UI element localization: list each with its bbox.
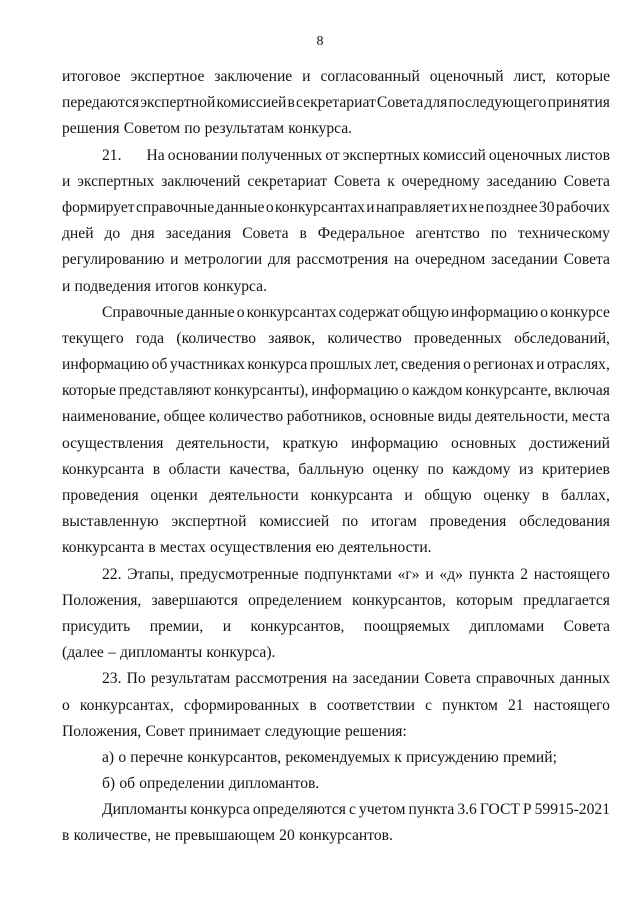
- text-word: «г»: [397, 565, 420, 583]
- text-line: [62, 483, 610, 509]
- text-word: Положения,: [62, 722, 142, 740]
- text-word: работников,: [286, 408, 367, 426]
- text-word: присудить: [62, 617, 131, 635]
- text-word: (далее: [62, 644, 104, 662]
- text-word: поощряемых: [363, 617, 450, 635]
- text-word: б): [102, 775, 116, 793]
- text-word: Совета: [563, 251, 610, 269]
- text-word: Совета: [424, 670, 471, 688]
- text-word: полученных: [241, 146, 323, 164]
- text-word: сведения: [400, 356, 461, 374]
- text-word: настоящего: [533, 565, 610, 583]
- text-line: [62, 221, 610, 247]
- text-word: настоящего: [533, 696, 610, 714]
- text-word: агентство: [415, 225, 480, 243]
- text-line: [62, 666, 610, 692]
- text-word: Совета: [563, 172, 610, 190]
- text-word: баллах,: [560, 487, 610, 504]
- text-line: [62, 64, 610, 90]
- text-word: принятия: [547, 94, 610, 112]
- text-word: отраслях,: [546, 356, 610, 374]
- text-word: регулированию: [62, 251, 165, 269]
- text-word: для: [424, 94, 448, 112]
- text-word: пункта: [408, 801, 455, 819]
- text-word: количество: [327, 329, 402, 347]
- text-word: общую: [424, 487, 472, 504]
- text-word: формирует: [62, 198, 135, 216]
- text-word: лист,: [513, 68, 547, 85]
- text-word: заключений: [161, 172, 241, 190]
- text-word: 20: [279, 827, 295, 845]
- text-line: [62, 431, 610, 457]
- text-word: экспертное: [130, 68, 205, 85]
- text-word: секретариат: [296, 94, 376, 112]
- text-word: проведенных: [414, 329, 502, 347]
- text-word: заключение: [214, 68, 293, 85]
- text-word: осуществления: [62, 434, 164, 452]
- text-word: конкурсанты),: [213, 382, 309, 400]
- text-word: конкурсе: [550, 303, 610, 321]
- text-word: рабочих: [555, 198, 610, 216]
- text-word: участниках: [169, 356, 245, 374]
- text-word: и: [222, 617, 232, 635]
- text-word: в: [309, 696, 317, 714]
- text-word: к: [387, 172, 395, 190]
- text-word: по: [184, 120, 201, 138]
- text-word: принимает: [188, 722, 261, 740]
- text-word: местах: [159, 539, 206, 557]
- text-word: дипломанты: [119, 644, 203, 662]
- text-word: данные: [215, 198, 265, 216]
- text-word: листов: [565, 146, 610, 164]
- text-word: Р: [522, 801, 532, 819]
- text-word: деятельности: [209, 487, 299, 504]
- text-line: [62, 404, 610, 430]
- text-word: ГОСТ: [479, 801, 520, 819]
- text-word: справочных: [475, 670, 556, 688]
- text-word: справочные: [135, 198, 215, 216]
- text-word: общее: [163, 408, 206, 426]
- text-line: [62, 823, 610, 849]
- text-line: [62, 797, 610, 823]
- text-word: конкурсанта: [310, 487, 393, 504]
- text-line: [62, 274, 610, 300]
- text-word: пунктом: [442, 696, 498, 714]
- text-word: метрологии: [184, 251, 263, 269]
- text-word: по: [490, 225, 507, 243]
- text-word: и: [536, 356, 545, 374]
- text-word: направляет: [375, 198, 450, 216]
- text-word: 30: [538, 198, 555, 216]
- text-word: очередном: [414, 251, 486, 269]
- text-word: оценки: [150, 487, 198, 504]
- text-word: и: [62, 172, 71, 190]
- text-word: и: [425, 565, 434, 583]
- text-word: осуществления: [209, 539, 312, 557]
- text-word: места: [571, 408, 610, 426]
- text-line: [62, 588, 610, 614]
- text-word: года: [135, 329, 165, 347]
- text-word: лет,: [374, 356, 399, 374]
- text-word: прошлых: [309, 356, 372, 374]
- text-word: рекомендуемых: [285, 748, 391, 766]
- text-word: достижений: [529, 434, 610, 452]
- text-word: в: [541, 487, 549, 504]
- text-word: балльную: [298, 460, 364, 478]
- text-word: соответствии: [326, 696, 415, 714]
- text-word: в: [299, 225, 307, 243]
- text-word: оценочный: [429, 68, 504, 85]
- text-word: конкурсанте,: [465, 382, 552, 400]
- text-word: конкурсантов,: [250, 617, 345, 635]
- text-word: 21.: [102, 146, 122, 164]
- text-word: информацию: [311, 382, 399, 400]
- text-word: количестве,: [73, 827, 152, 845]
- text-word: определением: [248, 591, 342, 609]
- text-word: конкурсантах: [246, 303, 337, 321]
- text-word: 59915-2021: [534, 801, 610, 819]
- text-word: конкурсантах: [274, 198, 365, 216]
- text-word: Совет: [145, 722, 185, 740]
- text-word: с: [348, 801, 356, 819]
- text-word: проведения: [62, 487, 139, 504]
- text-word: Советом: [123, 120, 181, 138]
- text-word: комиссий: [422, 146, 486, 164]
- text-word: для: [267, 251, 291, 269]
- text-word: очередному: [401, 172, 480, 190]
- text-word: секретариат: [247, 172, 328, 190]
- text-word: превышающем: [174, 827, 275, 845]
- text-word: виды: [437, 408, 472, 426]
- page-number: 8: [316, 34, 324, 49]
- text-word: содержат: [338, 303, 400, 321]
- text-word: конкурсантов,: [187, 748, 282, 766]
- text-word: Совета: [563, 617, 610, 635]
- text-word: экспертных: [342, 146, 420, 164]
- text-word: представляют: [118, 382, 211, 400]
- text-word: заявок,: [268, 329, 316, 347]
- text-word: позднее: [485, 198, 538, 216]
- text-word: премий;: [502, 748, 557, 766]
- text-line: [62, 535, 610, 561]
- text-line: [62, 352, 610, 378]
- text-word: передаются: [62, 94, 140, 112]
- text-word: наименование,: [62, 408, 161, 426]
- text-word: информацию: [62, 356, 150, 374]
- text-line: [62, 143, 610, 169]
- text-word: с: [425, 696, 432, 714]
- text-word: обследований,: [514, 329, 610, 347]
- text-word: итоговое: [62, 68, 121, 85]
- text-word: данные: [185, 303, 235, 321]
- text-word: последующего: [448, 94, 547, 112]
- text-line: [62, 90, 610, 116]
- text-word: подпунктами: [304, 565, 392, 583]
- text-word: выставленную: [62, 513, 159, 531]
- text-word: информацию: [350, 434, 439, 452]
- text-word: о: [265, 198, 274, 216]
- text-line: [62, 562, 610, 588]
- text-word: и: [62, 277, 71, 295]
- text-word: их: [451, 198, 468, 216]
- text-word: дипломантов.: [228, 775, 320, 793]
- text-line: [62, 378, 610, 404]
- text-word: Положения,: [62, 591, 142, 609]
- text-word: предлагается: [523, 591, 610, 609]
- text-word: количество: [208, 408, 284, 426]
- text-word: не: [155, 827, 171, 845]
- text-word: результатам: [204, 120, 285, 138]
- text-word: о: [62, 696, 70, 714]
- text-word: на: [332, 670, 348, 688]
- text-word: Совета: [242, 225, 289, 243]
- text-word: Дипломанты: [102, 801, 187, 819]
- text-word: Совета: [333, 172, 381, 190]
- text-word: 2: [520, 565, 529, 583]
- text-word: оценочных: [488, 146, 563, 164]
- text-line: [62, 771, 610, 797]
- text-word: рассмотрения: [235, 670, 328, 688]
- text-word: экспертной: [140, 94, 216, 112]
- text-word: а): [102, 748, 115, 766]
- text-word: которые: [62, 382, 116, 400]
- text-word: по: [342, 513, 359, 531]
- text-line: [62, 300, 610, 326]
- text-word: заседанию: [486, 172, 557, 190]
- text-word: завершаются: [151, 591, 238, 609]
- text-word: о: [236, 303, 245, 321]
- text-word: конкурсантов.: [298, 827, 393, 845]
- text-word: Справочные: [102, 303, 184, 321]
- text-word: информацию: [450, 303, 539, 321]
- text-word: оценку: [483, 487, 530, 504]
- text-word: конкурса).: [206, 644, 276, 662]
- text-word: присуждению: [406, 748, 499, 766]
- text-word: деятельности,: [475, 408, 569, 426]
- text-word: общую: [401, 303, 449, 321]
- text-word: качества,: [229, 460, 290, 478]
- text-word: деятельности,: [176, 434, 270, 452]
- text-word: и: [170, 251, 179, 269]
- text-line: [62, 247, 610, 273]
- text-word: результатам: [150, 670, 231, 688]
- text-word: 22.: [102, 565, 122, 583]
- text-line: [62, 195, 610, 221]
- text-word: и: [404, 487, 413, 504]
- text-word: итогам: [370, 513, 417, 531]
- text-word: об: [119, 775, 136, 793]
- text-word: конкурсантов,: [351, 591, 446, 609]
- text-word: деятельности.: [338, 539, 432, 557]
- text-word: в: [148, 539, 156, 557]
- text-word: «д»: [439, 565, 463, 583]
- text-word: регионах: [473, 356, 534, 374]
- text-word: из: [518, 460, 534, 478]
- text-word: в: [287, 94, 295, 112]
- text-word: экспертной: [171, 513, 247, 531]
- text-word: обследования: [519, 513, 610, 531]
- text-word: По: [126, 670, 146, 688]
- text-line: [62, 745, 610, 771]
- text-word: заседании: [491, 251, 558, 269]
- text-line: [62, 326, 610, 352]
- text-word: комиссией: [216, 94, 287, 112]
- text-word: техническому: [517, 225, 610, 243]
- text-word: конкурса.: [288, 120, 353, 138]
- text-word: конкурсантах,: [79, 696, 174, 714]
- text-word: подведения: [74, 277, 151, 295]
- text-word: данных: [560, 670, 610, 688]
- text-word: премии,: [149, 617, 204, 635]
- text-word: до: [104, 225, 121, 243]
- text-word: включая: [554, 382, 610, 400]
- text-word: конкурса: [247, 356, 308, 374]
- text-word: основании: [167, 146, 239, 164]
- text-word: области: [168, 460, 221, 478]
- text-word: (количество: [176, 329, 257, 347]
- text-word: 21: [508, 696, 524, 714]
- text-word: Совета: [376, 94, 424, 112]
- text-word: о: [118, 748, 127, 766]
- text-word: 3.6: [457, 801, 477, 819]
- text-word: о: [401, 382, 410, 400]
- text-word: о: [540, 303, 548, 321]
- text-line: [62, 509, 610, 535]
- text-line: [62, 169, 610, 195]
- text-word: к: [394, 748, 402, 766]
- text-word: об: [151, 356, 168, 374]
- text-word: Федеральное: [317, 225, 405, 243]
- text-word: 23.: [102, 670, 122, 688]
- body-text: [62, 64, 610, 850]
- text-word: заседания: [165, 225, 232, 243]
- text-word: дипломами: [469, 617, 545, 635]
- text-word: сформированных: [183, 696, 300, 714]
- text-word: конкурса: [189, 801, 250, 819]
- text-word: краткую: [282, 434, 339, 452]
- text-word: дней: [62, 225, 94, 243]
- text-word: комиссией: [259, 513, 330, 531]
- text-word: и: [366, 198, 375, 216]
- text-word: учетом: [358, 801, 406, 819]
- text-word: предусмотренные: [179, 565, 299, 583]
- text-word: по: [427, 460, 444, 478]
- text-line: [62, 457, 610, 483]
- text-line: [62, 719, 610, 745]
- text-line: [62, 640, 610, 666]
- text-word: решения:: [344, 722, 407, 740]
- text-word: ею: [315, 539, 335, 557]
- text-word: перечне: [130, 748, 184, 766]
- text-word: критериев: [541, 460, 610, 478]
- text-word: от: [325, 146, 340, 164]
- text-word: не: [468, 198, 485, 216]
- text-word: каждому: [452, 460, 511, 478]
- text-word: определении: [139, 775, 225, 793]
- text-word: и: [302, 68, 311, 85]
- text-word: –: [108, 644, 116, 662]
- text-word: оценку: [372, 460, 419, 478]
- text-word: проведения: [429, 513, 507, 531]
- text-word: экспертных: [77, 172, 155, 190]
- text-word: каждом: [412, 382, 463, 400]
- text-word: На: [146, 146, 165, 164]
- text-word: конкурса.: [203, 277, 267, 295]
- text-word: рассмотрения: [296, 251, 389, 269]
- text-word: итогов: [155, 277, 199, 295]
- text-word: определяются: [252, 801, 346, 819]
- text-word: конкурсанта: [62, 539, 145, 557]
- text-word: дня: [131, 225, 155, 243]
- text-word: пункта: [468, 565, 515, 583]
- text-word: которым: [456, 591, 513, 609]
- text-word: следующие: [264, 722, 341, 740]
- text-word: на: [393, 251, 410, 269]
- text-word: заседании: [352, 670, 420, 688]
- text-word: решения: [62, 120, 120, 138]
- text-line: [62, 693, 610, 719]
- text-word: которые: [556, 68, 610, 85]
- text-word: согласованный: [320, 68, 420, 85]
- text-line: [62, 116, 610, 142]
- text-word: о: [463, 356, 471, 374]
- text-word: текущего: [62, 329, 124, 347]
- text-word: Этапы,: [127, 565, 174, 583]
- text-word: основных: [451, 434, 517, 452]
- text-word: в: [62, 827, 70, 845]
- text-word: основные: [369, 408, 435, 426]
- text-line: [62, 614, 610, 640]
- text-word: конкурсанта: [62, 460, 145, 478]
- text-word: в: [152, 460, 161, 478]
